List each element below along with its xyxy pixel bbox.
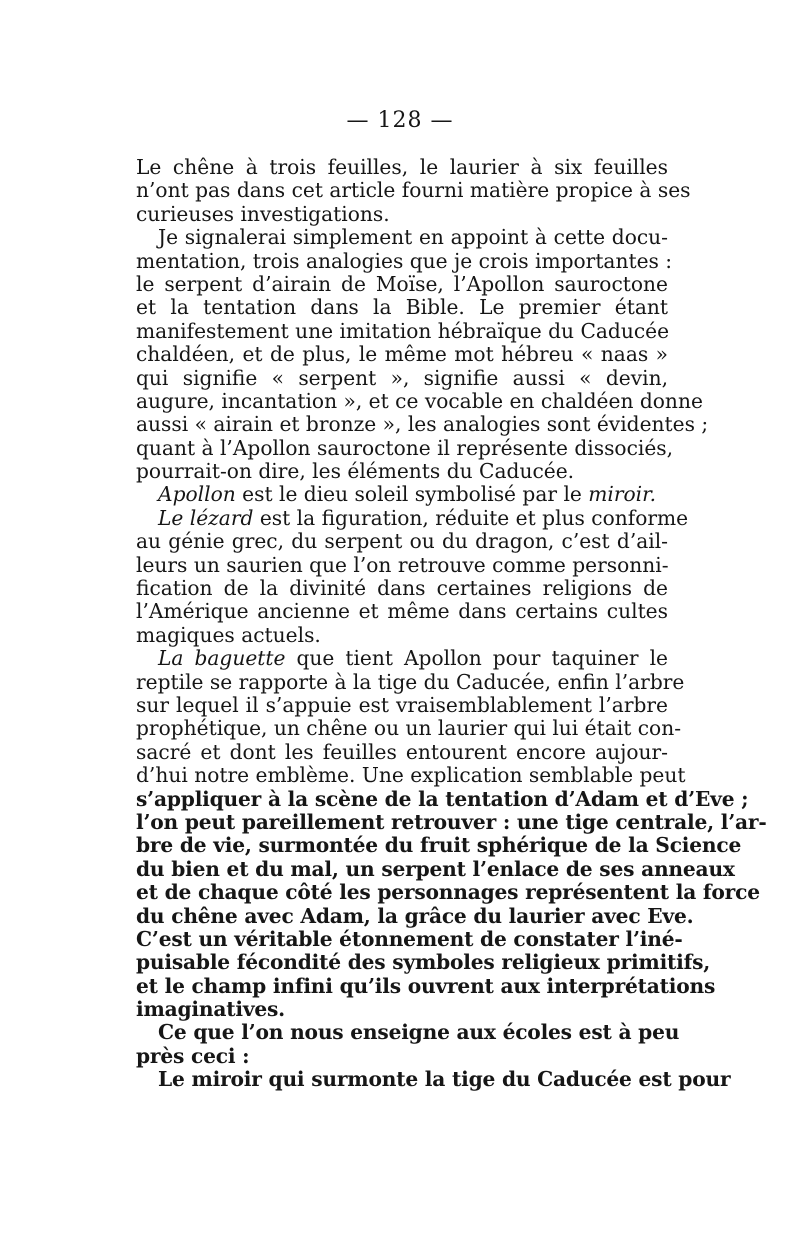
line-text: sur lequel il s’appuie est vraisemblablement l’arbre: [136, 692, 668, 717]
text-line: [136, 273, 668, 296]
text-line: [136, 856, 735, 881]
line-text: C’est un véritable étonnement de constater l’iné-: [136, 926, 683, 951]
line-text: et de chaque côté les personnages représentent la force: [136, 880, 760, 905]
text-line: [136, 320, 668, 343]
italic-term: Apollon: [158, 482, 236, 507]
line-text: Le chêne à trois feuilles, le laurier à six feuilles: [136, 155, 668, 179]
text-line: [136, 669, 685, 694]
line-text: qui signifie « serpent », signifie aussi « devin,: [136, 365, 668, 390]
text-line: [136, 248, 673, 273]
text-line: [136, 973, 716, 998]
text-line: [136, 926, 683, 951]
line-text: et le champ infini qu’ils ouvrent aux interprétations: [136, 973, 716, 998]
line-text: s’appliquer à la scène de la tentation d’Adam et d’Eve ;: [136, 786, 749, 811]
line-text: reptile se rapporte à la tige du Caducée, enfin l’arbre: [136, 669, 685, 694]
line-text: d’hui notre emblème. Une explication semblable peut: [136, 763, 686, 788]
line-text: du bien et du mal, un serpent l’enlace de ses anneaux: [136, 856, 735, 881]
line-text: n’ont pas dans cet article fourni matière propice à ses: [136, 178, 691, 203]
text-line: [136, 460, 668, 483]
text-line: [136, 998, 668, 1021]
line-text: près ceci :: [136, 1043, 250, 1068]
line-text: manifestement une imitation hébraïque du Caducée: [136, 318, 670, 343]
text-line: [136, 763, 686, 788]
line-text: du chêne avec Adam, la grâce du laurier avec Eve.: [136, 903, 694, 928]
line-text: prophétique, un chêne ou un laurier qui lui était con-: [136, 716, 682, 741]
text-line: [136, 809, 767, 834]
line-text: Ce que l’on nous enseigne aux écoles est à peu: [158, 1020, 680, 1045]
line-text: imaginatives.: [136, 997, 286, 1022]
line-text: l’Amérique ancienne et même dans certains cultes: [136, 599, 668, 624]
line-text: magiques actuels.: [136, 622, 321, 647]
line-text: augure, incantation », et ce vocable en chaldéen donne: [136, 388, 703, 413]
text-line: [136, 156, 668, 179]
text-line: [136, 694, 668, 717]
line-text: quant à l’Apollon sauroctone il représente dissociés,: [136, 435, 674, 460]
text-line: [136, 343, 668, 366]
line-text: le serpent d’airain de Moïse, l’Apollon sauroctone: [136, 271, 668, 296]
line-text: Le miroir qui surmonte la tige du Caducée est pour: [158, 1067, 731, 1092]
line-text: curieuses investigations.: [136, 201, 390, 226]
text-line: [136, 1020, 680, 1045]
page-number: — 128 —: [346, 108, 454, 133]
body-text: [136, 155, 767, 1092]
text-line: [136, 554, 668, 577]
italic-term: Le lézard: [158, 505, 254, 530]
line-text: chaldéen, et de plus, le même mot hébreu « naas »: [136, 342, 668, 367]
line-text: aussi « airain et bronze », les analogies sont évidentes ;: [136, 412, 709, 437]
line-text: pourrait-on dire, les éléments du Caducée.: [136, 459, 575, 484]
line-text: leurs un saurien que l’on retrouve comme personni-: [136, 552, 669, 577]
text-line: [136, 367, 668, 390]
text-line: [136, 483, 668, 506]
line-text: est la figuration, réduite et plus conforme: [253, 505, 689, 530]
text-line: [136, 741, 668, 764]
line-text: fication de la divinité dans certaines religions de: [136, 576, 668, 601]
text-line: [136, 296, 668, 319]
text-line: [136, 1067, 731, 1092]
text-line: [136, 624, 668, 647]
text-line: [136, 833, 742, 858]
text-line: [136, 1045, 668, 1068]
italic-term: miroir.: [588, 482, 656, 507]
text-line: [136, 203, 668, 226]
text-line: [136, 786, 749, 811]
text-line: [136, 178, 691, 203]
text-line: [136, 950, 711, 975]
text-line: [136, 530, 668, 553]
line-text: et la tentation dans la Bible. Le premier étant: [136, 295, 668, 320]
text-line: [136, 880, 760, 905]
line-text: bre de vie, surmontée du fruit sphérique de la Science: [136, 833, 742, 858]
text-line: [136, 903, 694, 928]
text-line: [136, 226, 668, 249]
line-text: puisable fécondité des symboles religieux primitifs,: [136, 950, 711, 975]
text-line: [136, 647, 668, 670]
line-text: Je signalerai simplement en appoint à cette docu-: [158, 225, 668, 250]
text-line: [136, 435, 674, 460]
line-text: mentation, trois analogies que je crois importantes :: [136, 248, 673, 273]
text-line: [136, 600, 668, 623]
text-line: [136, 388, 703, 413]
line-text: que tient Apollon pour taquiner le: [285, 646, 668, 671]
line-text: au génie grec, du serpent ou du dragon, c’est d’ail-: [136, 529, 668, 554]
line-text: est le dieu soleil symbolisé par le: [235, 482, 589, 507]
line-text: l’on peut pareillement retrouver : une tige centrale, l’ar-: [136, 809, 767, 834]
line-text: sacré et dont les feuilles entourent encore aujour-: [136, 739, 668, 764]
text-line: [136, 577, 668, 600]
text-line: [136, 716, 682, 741]
italic-term: La baguette: [158, 646, 286, 671]
text-line: [136, 505, 689, 530]
text-line: [136, 412, 709, 437]
